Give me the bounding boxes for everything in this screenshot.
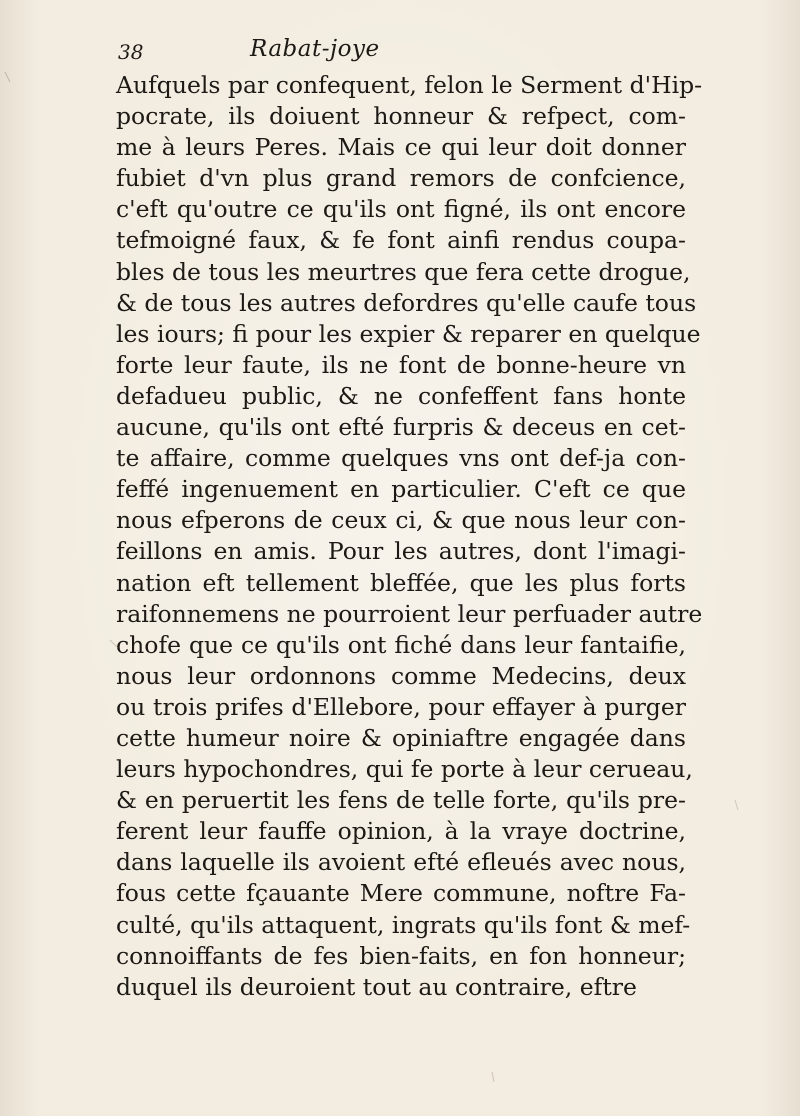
text-line: & de tous les autres defordres qu'elle caufe tous (116, 288, 697, 317)
text-line: te affaire, comme quelques vns ont def-ja con- (116, 444, 686, 473)
text-line: feillons en amis. Pour les autres, dont l'imagi- (116, 537, 686, 566)
speck-mark (735, 800, 738, 810)
page-number: 38 (118, 40, 144, 64)
text-line: chofe que ce qu'ils ont fiché dans leur fantaifie, (116, 630, 686, 659)
running-title: Rabat-joye (250, 36, 380, 62)
text-line: ou trois prifes d'Ellebore, pour effayer à purger (116, 692, 686, 721)
text-line: connoiffants de fes bien-faits, en fon honneur; (116, 941, 686, 970)
text-line: me à leurs Peres. Mais ce qui leur doit donner (116, 133, 686, 162)
speck-mark (5, 72, 10, 82)
text-line: tefmoigné faux, & fe font ainfi rendus coupa- (116, 226, 686, 255)
text-line: pocrate, ils doiuent honneur & refpect, com- (116, 102, 686, 131)
text-line: fous cette fçauante Mere commune, noftre Fa- (116, 879, 686, 908)
text-line: ferent leur fauffe opinion, à la vraye doctrine, (116, 817, 686, 846)
text-line: duquel ils deuroient tout au contraire, eftre (116, 972, 637, 1001)
text-line: bles de tous les meurtres que fera cette drogue, (116, 257, 691, 286)
running-head (118, 36, 678, 70)
text-line: forte leur faute, ils ne font de bonne-heure vn (116, 350, 686, 379)
text-line: Aufquels par confequent, felon le Serment d'Hip- (116, 71, 703, 99)
speck-mark (492, 1072, 494, 1082)
text-line: dans laquelle ils avoient efté efleués avec nous, (116, 848, 686, 877)
text-line: les iours; fi pour les expier & reparer en quelque (116, 319, 701, 348)
text-line: nation eft tellement bleffée, que les plus forts (116, 568, 686, 597)
text-line: culté, qu'ils attaquent, ingrats qu'ils font & mef- (116, 910, 691, 939)
body-text (116, 70, 703, 1003)
text-line: c'eft qu'outre ce qu'ils ont figné, ils ont encore (116, 195, 686, 224)
text-line: nous leur ordonnons comme Medecins, deux (116, 661, 686, 690)
text-line: aucune, qu'ils ont efté furpris & deceus en cet- (116, 413, 686, 442)
text-line: nous efperons de ceux ci, & que nous leur con- (116, 506, 686, 535)
text-line: leurs hypochondres, qui fe porte à leur cerueau, (116, 755, 693, 784)
text-line: cette humeur noire & opiniaftre engagée dans (116, 723, 686, 752)
text-line: feffé ingenuement en particulier. C'eft ce que (116, 475, 686, 504)
text-line: fubiet d'vn plus grand remors de confcience, (116, 164, 686, 193)
text-line: defadueu public, & ne confeffent fans honte (116, 381, 686, 410)
text-line: & en peruertit les fens de telle forte, qu'ils pre- (116, 786, 686, 815)
text-line: raifonnemens ne pourroient leur perfuader autre (116, 599, 703, 628)
